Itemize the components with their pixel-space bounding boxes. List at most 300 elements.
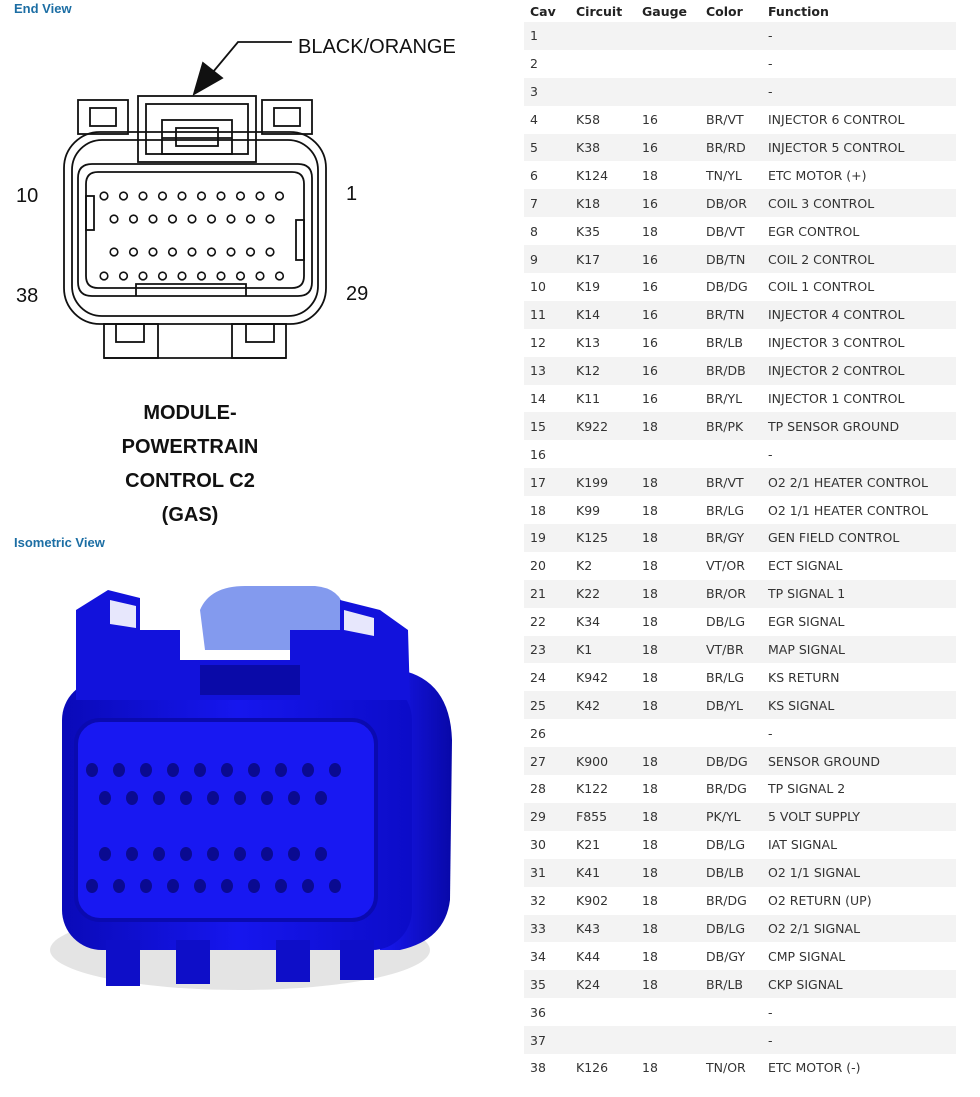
iso-pin-hole (288, 791, 300, 805)
table-row (524, 552, 956, 580)
pin-hole (217, 192, 225, 200)
cell-gauge: 18 (636, 747, 700, 775)
cell-color (700, 998, 762, 1026)
cell-cav: 19 (524, 524, 570, 552)
table-row (524, 524, 956, 552)
cell-function: KS SIGNAL (762, 691, 956, 719)
table-row (524, 189, 956, 217)
cell-function: EGR CONTROL (762, 217, 956, 245)
pin-hole (198, 272, 206, 280)
cell-cav: 29 (524, 803, 570, 831)
iso-pin-hole (99, 847, 111, 861)
cell-circuit: K14 (570, 301, 636, 329)
cell-color: DB/LG (700, 915, 762, 943)
cell-color: BR/LB (700, 329, 762, 357)
cell-gauge (636, 22, 700, 50)
table-row (524, 357, 956, 385)
pin-hole (247, 215, 255, 223)
module-title-line: POWERTRAIN (121, 436, 259, 458)
table-row (524, 970, 956, 998)
pin-hole (208, 248, 216, 256)
cell-circuit: K19 (570, 273, 636, 301)
cell-cav: 14 (524, 385, 570, 413)
iso-pin-hole (234, 847, 246, 861)
cell-circuit: K12 (570, 357, 636, 385)
iso-pin-hole (207, 791, 219, 805)
table-row (524, 608, 956, 636)
iso-pin-hole (113, 763, 125, 777)
pin-hole (169, 248, 177, 256)
cell-cav: 34 (524, 942, 570, 970)
cell-color: BR/VT (700, 468, 762, 496)
cell-circuit: K34 (570, 608, 636, 636)
cell-color (700, 22, 762, 50)
cell-circuit (570, 78, 636, 106)
cell-circuit: K17 (570, 245, 636, 273)
iso-pin-hole (302, 763, 314, 777)
pin-label-29: 29 (346, 283, 369, 305)
cell-function: - (762, 719, 956, 747)
iso-pin-hole (221, 763, 233, 777)
cell-gauge: 18 (636, 887, 700, 915)
iso-pin-hole (207, 847, 219, 861)
cell-circuit: K99 (570, 496, 636, 524)
cell-cav: 1 (524, 22, 570, 50)
table-row (524, 412, 956, 440)
pin-hole (227, 215, 235, 223)
cell-cav: 15 (524, 412, 570, 440)
cell-function: EGR SIGNAL (762, 608, 956, 636)
cell-circuit: K124 (570, 161, 636, 189)
pin-label-10: 10 (16, 185, 39, 207)
pin-hole (227, 248, 235, 256)
pin-hole (120, 192, 128, 200)
pin-hole (139, 272, 147, 280)
cell-color: DB/DG (700, 273, 762, 301)
iso-pin-hole (99, 791, 111, 805)
table-row (524, 691, 956, 719)
pin-hole (159, 192, 167, 200)
isometric-view-label: Isometric View (14, 535, 105, 550)
table-row (524, 273, 956, 301)
pin-hole (100, 272, 108, 280)
cell-color: DB/YL (700, 691, 762, 719)
cell-color: DB/GY (700, 942, 762, 970)
cell-function: INJECTOR 4 CONTROL (762, 301, 956, 329)
cell-cav: 33 (524, 915, 570, 943)
cell-circuit: K199 (570, 468, 636, 496)
cell-circuit (570, 998, 636, 1026)
table-row (524, 385, 956, 413)
cell-gauge: 16 (636, 106, 700, 134)
cell-circuit (570, 22, 636, 50)
table-row (524, 217, 956, 245)
cell-circuit: K11 (570, 385, 636, 413)
cell-gauge: 16 (636, 134, 700, 162)
iso-pin-hole (86, 879, 98, 893)
table-row (524, 580, 956, 608)
header-function: Function (768, 3, 829, 19)
cell-circuit: K942 (570, 663, 636, 691)
cell-function: - (762, 1026, 956, 1054)
cell-gauge: 18 (636, 915, 700, 943)
cell-gauge: 18 (636, 496, 700, 524)
table-row (524, 998, 956, 1026)
pin-hole (256, 192, 264, 200)
module-title-line: CONTROL C2 (125, 470, 255, 492)
cell-gauge: 16 (636, 357, 700, 385)
cell-gauge: 18 (636, 412, 700, 440)
cell-circuit: K38 (570, 134, 636, 162)
cell-gauge: 18 (636, 663, 700, 691)
iso-pin-hole (288, 847, 300, 861)
cell-circuit: K44 (570, 942, 636, 970)
cell-function: O2 2/1 HEATER CONTROL (762, 468, 956, 496)
cell-function: TP SIGNAL 2 (762, 775, 956, 803)
cell-gauge: 18 (636, 1054, 700, 1082)
pin-hole (198, 192, 206, 200)
cell-color (700, 440, 762, 468)
cell-cav: 35 (524, 970, 570, 998)
iso-pin-hole (140, 763, 152, 777)
iso-pin-hole (194, 879, 206, 893)
iso-pin-hole (167, 763, 179, 777)
cell-gauge: 18 (636, 608, 700, 636)
cell-function: O2 2/1 SIGNAL (762, 915, 956, 943)
cell-function: O2 1/1 SIGNAL (762, 859, 956, 887)
pin-hole (188, 215, 196, 223)
cell-color: BR/YL (700, 385, 762, 413)
cell-gauge: 18 (636, 552, 700, 580)
iso-pin-hole (153, 847, 165, 861)
table-row (524, 887, 956, 915)
cell-circuit: K1 (570, 636, 636, 664)
cell-gauge (636, 50, 700, 78)
cell-gauge: 18 (636, 161, 700, 189)
iso-pin-hole (275, 763, 287, 777)
table-row (524, 1054, 956, 1082)
cell-color: DB/VT (700, 217, 762, 245)
cell-circuit (570, 1026, 636, 1054)
cell-gauge: 18 (636, 636, 700, 664)
pin-hole (237, 192, 245, 200)
cell-gauge: 18 (636, 970, 700, 998)
cell-color (700, 78, 762, 106)
cell-function: SENSOR GROUND (762, 747, 956, 775)
pin-hole (120, 272, 128, 280)
table-row (524, 942, 956, 970)
table-row (524, 245, 956, 273)
cell-circuit: K18 (570, 189, 636, 217)
module-title-line: (GAS) (161, 504, 219, 526)
cell-circuit: K126 (570, 1054, 636, 1082)
cell-function: - (762, 440, 956, 468)
pin-hole (266, 248, 274, 256)
cell-function: ECT SIGNAL (762, 552, 956, 580)
end-view-label: End View (14, 1, 72, 16)
table-row (524, 50, 956, 78)
module-title (80, 396, 300, 532)
cell-function: 5 VOLT SUPPLY (762, 803, 956, 831)
cell-function: INJECTOR 3 CONTROL (762, 329, 956, 357)
cell-cav: 24 (524, 663, 570, 691)
pin-hole (217, 272, 225, 280)
table-row (524, 106, 956, 134)
cell-cav: 20 (524, 552, 570, 580)
pin-hole (276, 272, 284, 280)
connector-end-view-diagram (0, 20, 500, 365)
pin-hole (149, 215, 157, 223)
cell-gauge: 18 (636, 691, 700, 719)
pin-label-38: 38 (16, 285, 39, 307)
cell-cav: 17 (524, 468, 570, 496)
table-row (524, 161, 956, 189)
cell-circuit: K122 (570, 775, 636, 803)
cell-circuit (570, 50, 636, 78)
table-row (524, 301, 956, 329)
cell-gauge: 16 (636, 329, 700, 357)
cell-circuit: K35 (570, 217, 636, 245)
cell-gauge: 18 (636, 580, 700, 608)
cell-color: DB/OR (700, 189, 762, 217)
cell-gauge: 18 (636, 775, 700, 803)
cell-function: INJECTOR 1 CONTROL (762, 385, 956, 413)
cell-gauge: 16 (636, 245, 700, 273)
cell-function: GEN FIELD CONTROL (762, 524, 956, 552)
iso-pin-hole (315, 791, 327, 805)
cell-gauge (636, 78, 700, 106)
iso-pin-hole (86, 763, 98, 777)
cell-color: DB/LG (700, 608, 762, 636)
cell-function: COIL 2 CONTROL (762, 245, 956, 273)
table-row (524, 440, 956, 468)
cell-color (700, 50, 762, 78)
iso-pin-hole (234, 791, 246, 805)
iso-pin-hole (302, 879, 314, 893)
iso-pin-hole (248, 879, 260, 893)
cell-cav: 10 (524, 273, 570, 301)
cell-cav: 31 (524, 859, 570, 887)
iso-pin-hole (261, 791, 273, 805)
iso-pin-hole (140, 879, 152, 893)
connector-isometric-render (40, 570, 470, 1020)
module-title-line: MODULE- (143, 402, 237, 424)
cell-function: COIL 3 CONTROL (762, 189, 956, 217)
cell-cav: 3 (524, 78, 570, 106)
iso-pin-hole (180, 847, 192, 861)
cell-circuit: K2 (570, 552, 636, 580)
cell-circuit: K43 (570, 915, 636, 943)
cell-color: BR/DG (700, 775, 762, 803)
table-row (524, 636, 956, 664)
cell-cav: 6 (524, 161, 570, 189)
cell-cav: 38 (524, 1054, 570, 1082)
pin-hole (247, 248, 255, 256)
cell-color: BR/LB (700, 970, 762, 998)
cell-cav: 2 (524, 50, 570, 78)
cell-color: DB/DG (700, 747, 762, 775)
cell-color: VT/OR (700, 552, 762, 580)
cell-cav: 18 (524, 496, 570, 524)
cell-function: O2 RETURN (UP) (762, 887, 956, 915)
cell-function: - (762, 78, 956, 106)
cell-gauge: 18 (636, 217, 700, 245)
cell-color: BR/OR (700, 580, 762, 608)
table-row (524, 859, 956, 887)
cell-cav: 16 (524, 440, 570, 468)
cell-cav: 36 (524, 998, 570, 1026)
pin-hole (178, 192, 186, 200)
cell-color (700, 719, 762, 747)
pin-hole (188, 248, 196, 256)
cell-circuit: K902 (570, 887, 636, 915)
table-row (524, 831, 956, 859)
table-row (524, 663, 956, 691)
cell-color: DB/TN (700, 245, 762, 273)
cell-cav: 22 (524, 608, 570, 636)
cell-gauge (636, 719, 700, 747)
cell-function: - (762, 22, 956, 50)
cell-function: - (762, 998, 956, 1026)
cell-function: MAP SIGNAL (762, 636, 956, 664)
cell-cav: 25 (524, 691, 570, 719)
cell-cav: 13 (524, 357, 570, 385)
cell-function: - (762, 50, 956, 78)
cell-circuit (570, 440, 636, 468)
pin-hole (130, 215, 138, 223)
cell-circuit: K24 (570, 970, 636, 998)
cell-function: IAT SIGNAL (762, 831, 956, 859)
cell-function: INJECTOR 2 CONTROL (762, 357, 956, 385)
pin-hole (266, 215, 274, 223)
cell-color: TN/YL (700, 161, 762, 189)
pin-hole (110, 215, 118, 223)
iso-pin-hole (275, 879, 287, 893)
pinout-table (524, 0, 956, 1082)
cell-color: BR/VT (700, 106, 762, 134)
cell-function: KS RETURN (762, 663, 956, 691)
cell-gauge: 18 (636, 859, 700, 887)
cell-gauge: 18 (636, 524, 700, 552)
cell-circuit (570, 719, 636, 747)
table-row (524, 775, 956, 803)
cell-cav: 21 (524, 580, 570, 608)
iso-pin-hole (167, 879, 179, 893)
cell-gauge: 18 (636, 468, 700, 496)
cell-circuit: K42 (570, 691, 636, 719)
cell-color: BR/LG (700, 496, 762, 524)
pin-hole (256, 272, 264, 280)
cell-function: TP SIGNAL 1 (762, 580, 956, 608)
cell-function: CKP SIGNAL (762, 970, 956, 998)
iso-pin-hole (180, 791, 192, 805)
cell-color: VT/BR (700, 636, 762, 664)
cell-gauge: 18 (636, 831, 700, 859)
cell-function: INJECTOR 5 CONTROL (762, 134, 956, 162)
table-row (524, 915, 956, 943)
cell-cav: 37 (524, 1026, 570, 1054)
cell-gauge: 16 (636, 189, 700, 217)
cell-circuit: K58 (570, 106, 636, 134)
wire-color-callout: BLACK/ORANGE (298, 36, 456, 58)
cell-color: BR/TN (700, 301, 762, 329)
header-cav: Cav (530, 3, 556, 19)
cell-color: BR/DG (700, 887, 762, 915)
iso-pin-hole (315, 847, 327, 861)
cell-color: BR/LG (700, 663, 762, 691)
iso-pin-hole (126, 847, 138, 861)
cell-color: PK/YL (700, 803, 762, 831)
pin-hole (169, 215, 177, 223)
cell-function: CMP SIGNAL (762, 942, 956, 970)
cell-circuit: K21 (570, 831, 636, 859)
cell-gauge: 16 (636, 385, 700, 413)
pin-hole (110, 248, 118, 256)
cell-cav: 5 (524, 134, 570, 162)
iso-pin-hole (329, 879, 341, 893)
cell-circuit: K922 (570, 412, 636, 440)
cell-color: BR/RD (700, 134, 762, 162)
cell-circuit: K900 (570, 747, 636, 775)
cell-function: ETC MOTOR (-) (762, 1054, 956, 1082)
iso-pin-hole (261, 847, 273, 861)
cell-gauge: 18 (636, 942, 700, 970)
cell-circuit: F855 (570, 803, 636, 831)
table-row (524, 134, 956, 162)
cell-color: BR/DB (700, 357, 762, 385)
cell-color: TN/OR (700, 1054, 762, 1082)
cell-color: DB/LB (700, 859, 762, 887)
header-circuit: Circuit (576, 3, 623, 19)
cell-circuit: K22 (570, 580, 636, 608)
cell-function: ETC MOTOR (+) (762, 161, 956, 189)
cell-cav: 28 (524, 775, 570, 803)
table-row (524, 719, 956, 747)
iso-pin-hole (194, 763, 206, 777)
cell-cav: 23 (524, 636, 570, 664)
pin-hole (130, 248, 138, 256)
iso-pin-hole (113, 879, 125, 893)
cell-gauge (636, 1026, 700, 1054)
cell-color: DB/LG (700, 831, 762, 859)
iso-pin-hole (221, 879, 233, 893)
pin-hole (159, 272, 167, 280)
cell-color (700, 1026, 762, 1054)
cell-color: BR/PK (700, 412, 762, 440)
cell-gauge: 16 (636, 273, 700, 301)
pin-hole (139, 192, 147, 200)
table-row (524, 78, 956, 106)
cell-function: COIL 1 CONTROL (762, 273, 956, 301)
iso-pin-hole (248, 763, 260, 777)
pin-label-1: 1 (346, 183, 358, 205)
table-row (524, 468, 956, 496)
table-row (524, 496, 956, 524)
cell-cav: 30 (524, 831, 570, 859)
cell-cav: 11 (524, 301, 570, 329)
iso-pin-hole (153, 791, 165, 805)
pin-hole (276, 192, 284, 200)
cell-cav: 4 (524, 106, 570, 134)
pin-hole (149, 248, 157, 256)
cell-function: O2 1/1 HEATER CONTROL (762, 496, 956, 524)
cell-gauge (636, 998, 700, 1026)
cell-cav: 7 (524, 189, 570, 217)
cell-color: BR/GY (700, 524, 762, 552)
pin-hole (237, 272, 245, 280)
cell-gauge (636, 440, 700, 468)
cell-cav: 8 (524, 217, 570, 245)
